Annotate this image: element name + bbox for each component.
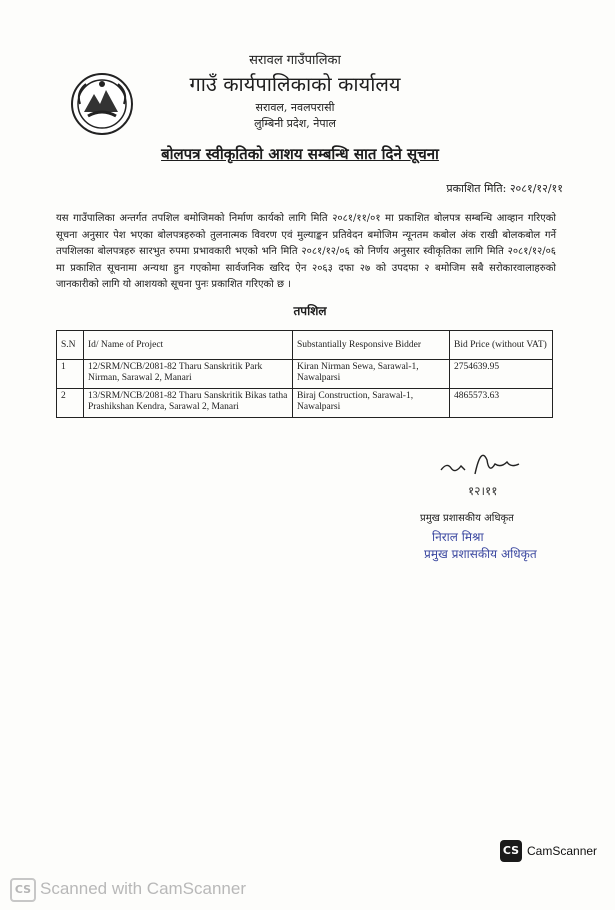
cell-bid-price: 4865573.63 — [450, 389, 553, 418]
camscanner-logo-icon: CS — [500, 840, 522, 862]
table-header-row — [57, 331, 553, 360]
stamp-name: निराल मिश्रा — [432, 530, 484, 544]
office-title: गाउँ कार्यपालिकाको कार्यालय — [189, 72, 401, 96]
scan-watermark: Scanned with CamScanner — [40, 879, 247, 898]
cell-bidder: Kiran Nirman Sewa, Sarawal-1, Nawalparsi — [293, 360, 450, 389]
table-heading: तपशिल — [293, 304, 327, 318]
table-row — [57, 360, 553, 389]
notice-body: यस गाउँपालिका अन्तर्गत तपशिल बमोजिमको निर्माण कार्यको लागि मिति २०८१/११/०१ मा प्रकाशित बोलपत्र सम्बन्धि आव्हान गरिएको सूचना अनुसार पेश भएका बोलपत्रहरुको तुलनात्मक विवरण एवं मुल्याङ्कन प्रतिवेदन बमोजिम न्यूनतम कबोल अंक राखी बोलकबोल गर्ने तपशिलका बोलपत्रहरु सारभुत रुपमा प्रभावकारी भएको भनि मिति २०८१/१२/०६ को निर्णय अनुसार स्वीकृतिका लागि मिति २०८१/१२/०६ मा प्रकाशित सूचनामा अन्यथा हुन गएकोमा सार्वजनिक खरिद ऐन २०६३ दफा २७ को उपदफा २ बमोजिम सबै सरोकारवालाहरुको जानकारीको लागि यो आशयको सूचना पुनः प्रकाशित गरिएको छ । — [56, 213, 556, 290]
nepal-emblem-icon — [70, 72, 134, 136]
stamp-title: प्रमुख प्रशासकीय अधिकृत — [424, 547, 537, 561]
camscanner-brand: CamScanner — [527, 844, 598, 858]
cell-sn: 1 — [57, 360, 84, 389]
cell-bid-price: 2754639.95 — [450, 360, 553, 389]
header-project: Id/ Name of Project — [84, 331, 293, 360]
publish-date: प्रकाशित मिति: २०८१/१२/११ — [446, 182, 563, 195]
cell-sn: 2 — [57, 389, 84, 418]
officer-title: प्रमुख प्रशासकीय अधिकृत — [420, 513, 514, 524]
cell-project: 13/SRM/NCB/2081-82 Tharu Sanskritik Bikas tatha Prashikshan Kendra, Sarawal 2, Manari — [84, 389, 293, 418]
cell-project: 12/SRM/NCB/2081-82 Tharu Sanskritik Park Nirman, Sarawal 2, Manari — [84, 360, 293, 389]
header-sn: S.N — [57, 331, 84, 360]
notice-title: बोलपत्र स्वीकृतिको आशय सम्बन्धि सात दिने सूचना — [161, 145, 439, 163]
header-bidder: Substantially Responsive Bidder — [293, 331, 450, 360]
office-address-line2: लुम्बिनी प्रदेश, नेपाल — [254, 117, 336, 130]
header-bid-price: Bid Price (without VAT) — [450, 331, 553, 360]
bid-table — [56, 330, 553, 418]
watermark-logo-icon: CS — [10, 878, 36, 902]
org-name: सरावल गाउँपालिका — [249, 53, 341, 68]
cell-bidder: Biraj Construction, Sarawal-1, Nawalparsi — [293, 389, 450, 418]
table-row — [57, 389, 553, 418]
signature-date: १२।११ — [468, 484, 498, 498]
office-address-line1: सरावल, नवलपरासी — [255, 101, 335, 114]
